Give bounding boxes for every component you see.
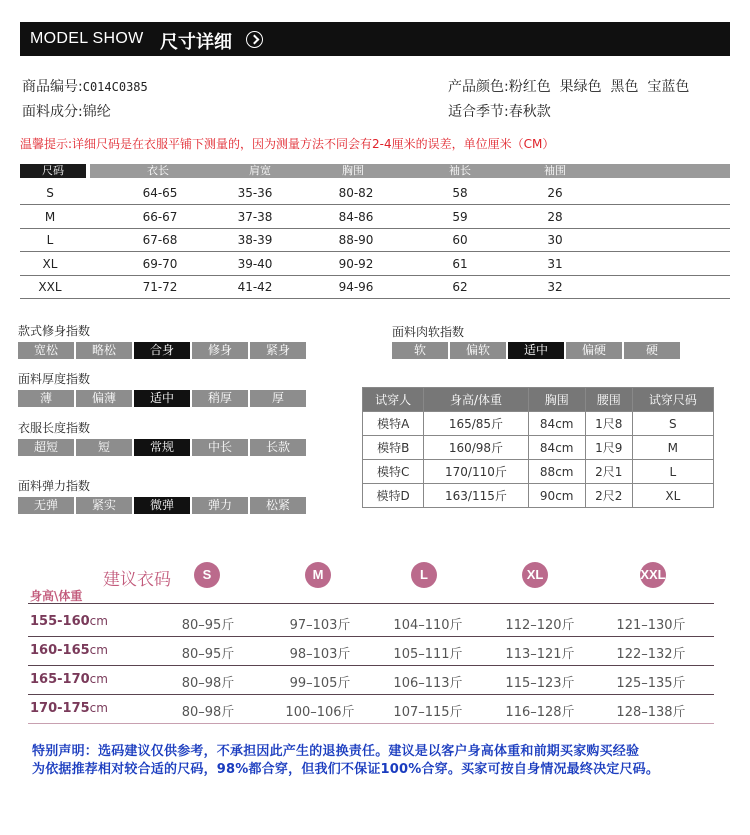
recommend-height xyxy=(30,643,108,658)
elasticity-option: 松紧 xyxy=(250,497,306,514)
thickness-option: 薄 xyxy=(18,390,74,407)
header-title-cn: 尺寸详细 xyxy=(160,32,232,53)
size-table-cell: S xyxy=(46,186,54,200)
model-table-row xyxy=(363,436,714,460)
thickness-option: 厚 xyxy=(250,390,306,407)
elasticity-option: 无弹 xyxy=(18,497,74,514)
size-header-cell: 袖围 xyxy=(544,164,566,177)
fit-option: 略松 xyxy=(76,342,132,359)
recommend-weight: 80–95斤 xyxy=(181,647,235,662)
model-table-header: 身高/体重 xyxy=(424,388,528,412)
model-table-cell: 模特A xyxy=(363,412,424,436)
length-option: 长款 xyxy=(250,439,306,456)
model-table-cell: 170/110斤 xyxy=(424,460,528,484)
fit-option: 合身 xyxy=(134,342,190,359)
recommend-title: 建议衣码 xyxy=(103,570,171,590)
size-row-divider xyxy=(20,228,730,229)
size-table-cell: 28 xyxy=(547,209,563,224)
recommend-height-unit: cm xyxy=(89,701,108,715)
model-table-header: 试穿人 xyxy=(363,388,424,412)
softness-option: 偏软 xyxy=(450,342,506,359)
softness-option: 软 xyxy=(392,342,448,359)
model-table-cell: 88cm xyxy=(528,460,585,484)
model-table-cell: M xyxy=(632,436,713,460)
elasticity-option: 弹力 xyxy=(192,497,248,514)
size-header-cell: 肩宽 xyxy=(249,164,271,177)
size-header-cell: 袖长 xyxy=(449,164,471,177)
size-table-cell: 60 xyxy=(452,233,468,247)
recommend-weight: 97–103斤 xyxy=(289,618,351,633)
product-colors: 产品颜色:粉红色 果绿色 黑色 宝蓝色 xyxy=(448,79,690,95)
elasticity-option: 紧实 xyxy=(76,497,132,514)
size-badge-xxl: XXL xyxy=(640,562,666,588)
product-fabric: 面料成分:锦纶 xyxy=(22,104,111,120)
recommend-weight: 107–115斤 xyxy=(393,705,463,720)
recommend-weight: 112–120斤 xyxy=(505,618,575,633)
length-option: 短 xyxy=(76,439,132,456)
size-row-divider xyxy=(20,204,730,205)
softness-option: 适中 xyxy=(508,342,564,359)
elasticity-option: 微弹 xyxy=(134,497,190,514)
size-badge-xl: XL xyxy=(522,562,548,588)
model-table-cell: 2尺2 xyxy=(585,484,632,508)
size-table-cell: XL xyxy=(42,256,58,271)
size-table-cell: 59 xyxy=(452,209,468,224)
size-badge-s: S xyxy=(194,562,220,588)
size-table-cell: 94-96 xyxy=(338,280,374,294)
thickness-option: 偏薄 xyxy=(76,390,132,407)
size-table-cell: 88-90 xyxy=(338,233,374,247)
recommend-weight: 104–110斤 xyxy=(393,618,463,633)
model-table-cell: 2尺1 xyxy=(585,460,632,484)
model-table-cell: 模特C xyxy=(363,460,424,484)
model-table-header: 试穿尺码 xyxy=(632,388,713,412)
disclaimer-line-2: 为依据推荐相对较合适的尺码，98%都合穿，但我们不保证100%合穿。买家可按自身情况最终决定尺码。 xyxy=(32,762,660,777)
size-table-cell: 80-82 xyxy=(338,186,374,200)
model-table-cell: 165/85斤 xyxy=(424,412,528,436)
size-table-cell: 37-38 xyxy=(237,209,273,224)
size-table-cell: 31 xyxy=(547,256,563,271)
recommend-divider xyxy=(28,694,714,695)
softness-option: 偏硬 xyxy=(566,342,622,359)
size-table-cell: L xyxy=(46,233,54,247)
size-table-cell: M xyxy=(44,209,56,224)
size-table-cell: 41-42 xyxy=(237,280,273,294)
model-table-cell: 模特D xyxy=(363,484,424,508)
recommend-weight: 98–103斤 xyxy=(289,647,351,662)
softness-index-title: 面料肉软指数 xyxy=(392,325,465,339)
recommend-weight: 125–135斤 xyxy=(616,676,686,691)
size-table-cell: 39-40 xyxy=(237,256,273,271)
size-table-cell: 64-65 xyxy=(142,186,178,200)
header-title-en: MODEL SHOW xyxy=(30,30,144,47)
model-table-cell: 84cm xyxy=(528,412,585,436)
recommend-weight: 99–105斤 xyxy=(289,676,351,691)
recommend-weight: 128–138斤 xyxy=(616,705,686,720)
model-table-cell: 163/115斤 xyxy=(424,484,528,508)
size-table-cell: 38-39 xyxy=(237,233,273,247)
recommend-weight: 80–98斤 xyxy=(181,705,235,720)
size-header-cell: 衣长 xyxy=(147,164,169,177)
recommend-divider xyxy=(28,665,714,666)
size-table-cell: 32 xyxy=(547,280,563,294)
recommend-height-value: 165-170 xyxy=(30,672,90,687)
size-table-cell: 26 xyxy=(547,186,563,200)
size-table-cell: 67-68 xyxy=(142,233,178,247)
recommend-weight: 121–130斤 xyxy=(616,618,686,633)
recommend-height-unit: cm xyxy=(89,614,108,628)
size-table-cell: 71-72 xyxy=(142,280,178,294)
thickness-index-title: 面料厚度指数 xyxy=(18,372,91,386)
model-fitting-table xyxy=(362,387,714,508)
chevron-right-circle-icon xyxy=(246,31,263,48)
recommend-corner-label: 身高\体重 xyxy=(30,589,83,603)
thickness-option: 稍厚 xyxy=(192,390,248,407)
length-option: 中长 xyxy=(192,439,248,456)
recommend-weight: 115–123斤 xyxy=(505,676,575,691)
model-table-cell: 模特B xyxy=(363,436,424,460)
recommend-weight: 106–113斤 xyxy=(393,676,463,691)
recommend-divider xyxy=(28,636,714,637)
fit-option: 紧身 xyxy=(250,342,306,359)
model-table-row xyxy=(363,460,714,484)
product-season: 适合季节:春秋款 xyxy=(448,104,551,120)
size-badge-l: L xyxy=(411,562,437,588)
size-row-divider xyxy=(20,275,730,276)
model-table-row xyxy=(363,412,714,436)
size-header-cell: 尺码 xyxy=(42,164,64,177)
model-table-row xyxy=(363,484,714,508)
recommend-divider xyxy=(28,603,714,604)
model-table-cell: 84cm xyxy=(528,436,585,460)
size-table-cell: 58 xyxy=(452,186,468,200)
recommend-height xyxy=(30,701,108,716)
thickness-option: 适中 xyxy=(134,390,190,407)
model-table-cell: S xyxy=(632,412,713,436)
softness-option: 硬 xyxy=(624,342,680,359)
size-table-cell: 84-86 xyxy=(338,209,374,224)
model-table-header: 胸围 xyxy=(528,388,585,412)
model-table-cell: 1尺9 xyxy=(585,436,632,460)
disclaimer-line-1: 特别声明：选码建议仅供参考，不承担因此产生的退换责任。建议是以客户身高体重和前期买家购买经验 xyxy=(32,744,640,759)
measurement-warning: 温馨提示:详细尺码是在衣服平铺下测量的，因为测量方法不同会有2-4厘米的误差，单位厘米（CM） xyxy=(20,137,555,151)
model-table-cell: 90cm xyxy=(528,484,585,508)
recommend-height-value: 160-165 xyxy=(30,643,90,658)
recommend-height-value: 155-160 xyxy=(30,614,90,629)
header-bar xyxy=(20,22,730,56)
model-table-header: 腰围 xyxy=(585,388,632,412)
recommend-weight: 113–121斤 xyxy=(505,647,575,662)
size-table-cell: 30 xyxy=(547,233,563,247)
elasticity-index-title: 面料弹力指数 xyxy=(18,479,91,493)
model-table-cell: L xyxy=(632,460,713,484)
product-code: 商品编号:C014C0385 xyxy=(22,79,148,95)
recommend-weight: 80–95斤 xyxy=(181,618,235,633)
recommend-height-unit: cm xyxy=(89,672,108,686)
recommend-divider xyxy=(28,723,714,724)
fit-option: 宽松 xyxy=(18,342,74,359)
size-badge-m: M xyxy=(305,562,331,588)
recommend-weight: 122–132斤 xyxy=(616,647,686,662)
model-table-cell: 160/98斤 xyxy=(424,436,528,460)
size-table-cell: 61 xyxy=(452,256,468,271)
size-table-cell: 90-92 xyxy=(338,256,374,271)
size-table-cell: 66-67 xyxy=(142,209,178,224)
size-table-cell: 69-70 xyxy=(142,256,178,271)
size-row-divider xyxy=(20,251,730,252)
recommend-weight: 116–128斤 xyxy=(505,705,575,720)
recommend-height xyxy=(30,614,108,629)
fit-option: 修身 xyxy=(192,342,248,359)
size-table-cell: 62 xyxy=(452,280,468,294)
recommend-weight: 105–111斤 xyxy=(393,647,463,662)
model-table-cell: 1尺8 xyxy=(585,412,632,436)
length-option: 超短 xyxy=(18,439,74,456)
size-table-cell: XXL xyxy=(38,280,62,294)
fit-index-title: 款式修身指数 xyxy=(18,324,91,338)
recommend-weight: 80–98斤 xyxy=(181,676,235,691)
size-row-divider xyxy=(20,298,730,299)
recommend-height-unit: cm xyxy=(89,643,108,657)
recommend-weight: 100–106斤 xyxy=(285,705,355,720)
size-table-cell: 35-36 xyxy=(237,186,273,200)
model-table-cell: XL xyxy=(632,484,713,508)
size-header-cell: 胸围 xyxy=(342,164,364,177)
recommend-height xyxy=(30,672,108,687)
recommend-height-value: 170-175 xyxy=(30,701,90,716)
length-option: 常规 xyxy=(134,439,190,456)
length-index-title: 衣服长度指数 xyxy=(18,421,91,435)
